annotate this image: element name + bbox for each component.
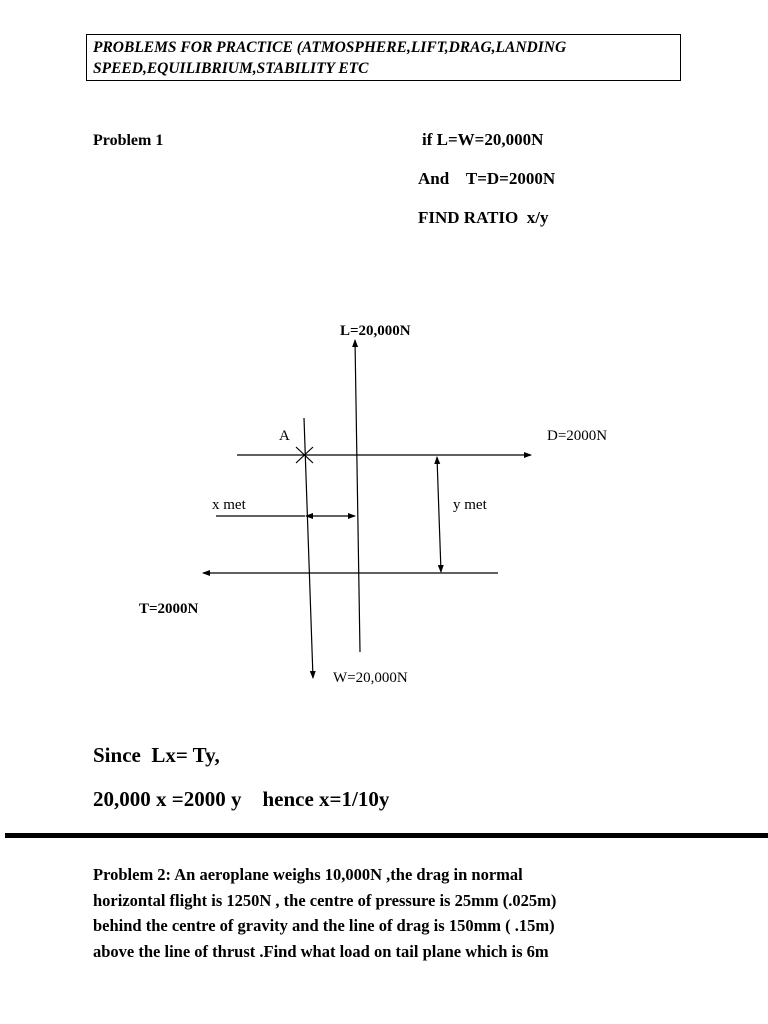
problem-2-line-2: horizontal flight is 1250N , the centre of pressure is 25mm (.025m) bbox=[93, 890, 557, 910]
drag-label: D=2000N bbox=[547, 428, 608, 444]
solution-line-2: 20,000 x =2000 y hence x=1/10y bbox=[93, 787, 390, 811]
weight-line bbox=[304, 418, 313, 678]
y-distance-label: y met bbox=[453, 497, 487, 513]
weight-label: W=20,000N bbox=[333, 670, 408, 686]
find-ratio: FIND RATIO x/y bbox=[418, 208, 549, 227]
thrust-label: T=2000N bbox=[139, 601, 199, 617]
header-line-1: PROBLEMS FOR PRACTICE (ATMOSPHERE,LIFT,DRAG,LANDING bbox=[93, 39, 567, 56]
y-dimension-down bbox=[439, 515, 441, 572]
solution-line-1: Since Lx= Ty, bbox=[93, 743, 220, 767]
lift-label: L=20,000N bbox=[340, 323, 411, 339]
y-dimension-up bbox=[437, 457, 439, 515]
x-distance-label: x met bbox=[212, 497, 246, 513]
problem-1-label: Problem 1 bbox=[93, 132, 164, 149]
given-thrust-drag: And T=D=2000N bbox=[418, 169, 556, 188]
problem-2-line-3: behind the centre of gravity and the line of drag is 150mm ( .15m) bbox=[93, 916, 555, 935]
point-a-label: A bbox=[279, 428, 290, 444]
header-line-2: SPEED,EQUILIBRIUM,STABILITY ETC bbox=[93, 60, 369, 77]
problem-2-line-1: Problem 2: An aeroplane weighs 10,000N ,the drag in normal bbox=[93, 865, 523, 884]
problem-2-text bbox=[93, 862, 713, 964]
given-lift-weight: if L=W=20,000N bbox=[422, 130, 544, 149]
problem-2-line-4: above the line of thrust .Find what load on tail plane which is 6m bbox=[93, 941, 549, 961]
section-divider bbox=[5, 833, 768, 838]
lift-line bbox=[355, 340, 360, 652]
